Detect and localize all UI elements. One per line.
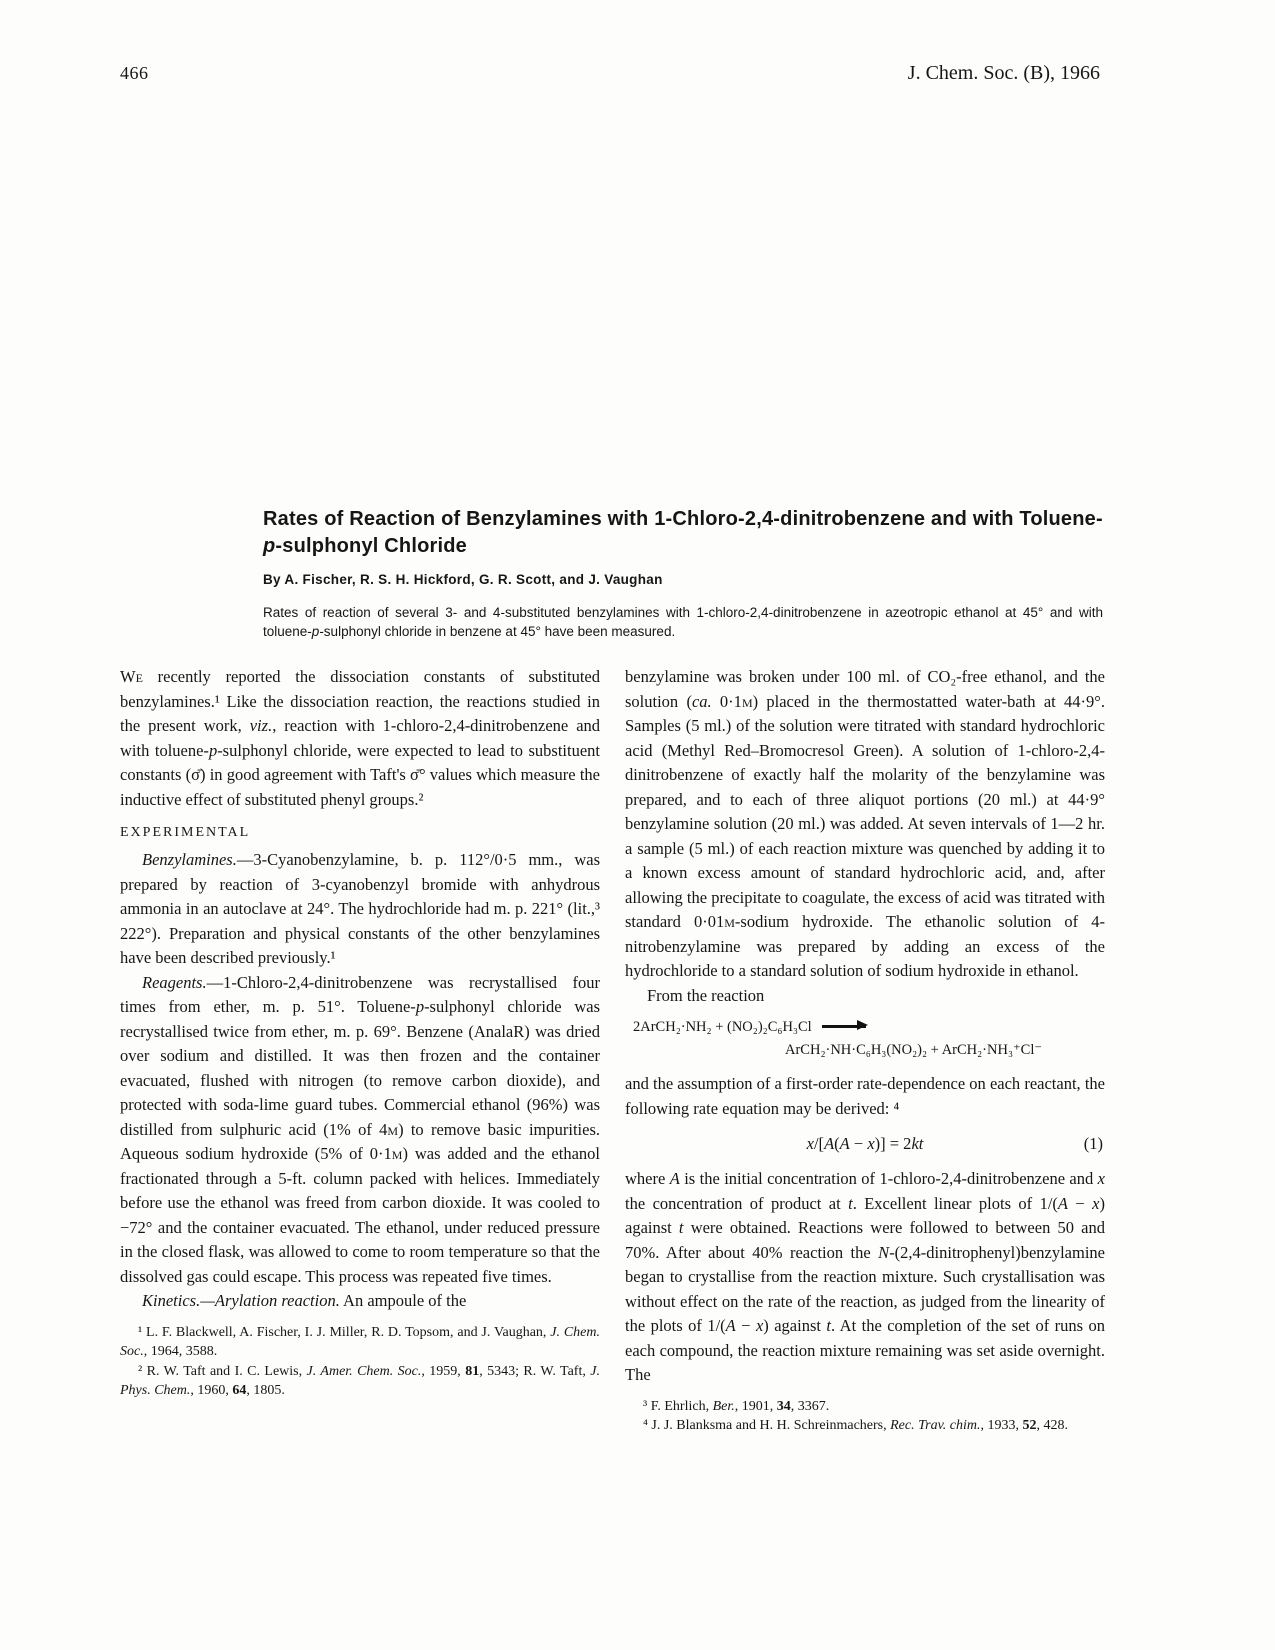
article-body [120,665,1105,1436]
footnote-3: ³ F. Ehrlich, Ber., 1901, 34, 3367. [643,1398,830,1414]
equation-1-number: (1) [1083,1134,1103,1153]
footnote-1: ¹ L. F. Blackwell, A. Fischer, I. J. Miller, R. D. Topsom, and J. Vaughan, J. Chem. Soc., 1964, 3588. [120,1324,600,1359]
footnote-2: ² R. W. Taft and I. C. Lewis, J. Amer. Chem. Soc., 1959, 81, 5343; R. W. Taft, J. Phys. Chem., 1960, 64, 1805. [120,1363,600,1398]
abstract: Rates of reaction of several 3- and 4-substituted benzylamines with 1-chloro-2,4-dinitrobenzene in azeotropic ethanol at 45° and with toluene-p-sulphonyl chloride in benzene at 45° have been measured. [263,605,1103,639]
kinetics-paragraph: Kinetics.—Arylation reaction. An ampoule of the [142,1291,467,1310]
reaction-reactants-text: 2ArCH₂·NH₂ + (NO₂)₂C₆H₃Cl [633,1019,812,1035]
left-footnotes [120,1323,600,1401]
rate-equation [625,1134,1105,1154]
title-block [263,506,1103,641]
article-title: Rates of Reaction of Benzylamines with 1-Chloro-2,4-dinitrobenzene and with Toluene-p-sulphonyl Chloride [263,508,1103,557]
footnote-4: ⁴ J. J. Blanksma and H. H. Schreinmachers, Rec. Trav. chim., 1933, 52, 428. [643,1418,1068,1433]
byline: By A. Fischer, R. S. H. Hickford, G. R. Scott, and J. Vaughan [263,572,663,587]
page-number: 466 [120,63,149,83]
from-reaction-line: From the reaction [647,985,765,1005]
right-column [625,665,1105,1436]
experimental-heading: EXPERIMENTAL [120,825,251,840]
rate-equation-intro: and the assumption of a first-order rate-dependence on each reactant, the following rate equation may be derived: ⁴ [625,1074,1105,1118]
reaction-reactants [625,1016,1105,1039]
benzylamines-paragraph: Benzylamines.—3-Cyanobenzylamine, b. p. 112°/0·5 mm., was prepared by reaction of 3-cyanobenzyl bromide with anhydrous ammonia in an autoclave at 24°. The hydrochloride had m. p. 221° (lit.,³ 222°). Preparation and physical constants of the other benzylamines have been described previously.¹ [120,850,600,967]
page-header [120,62,1100,85]
left-column [120,665,600,1436]
intro-paragraph: We recently reported the dissociation constants of substituted benzylamines.¹ Like the dissociation reaction, the reactions studied in the present work, viz., reaction with 1-chloro-2,4-dinitrobenzene and with toluene-p-sulphonyl chloride, were expected to lead to substituent constants (σ̄) in good agreement with Taft's σ̄° values which measure the inductive effect of substituted phenyl groups.² [120,667,601,809]
reaction-arrow-icon [822,1025,866,1028]
reagents-paragraph: Reagents.—1-Chloro-2,4-dinitrobenzene was recrystallised four times from ether, m. p. 51°. Toluene-p-sulphonyl chloride was recrystallised twice from ether, m. p. 69°. Benzene (AnalaR) was dried over sodium and distilled. It was then frozen and the container evacuated, flushed with nitrogen (to remove carbon dioxide), and protected with soda-lime guard tubes. Commercial ethanol (96%) was distilled from sulphuric acid (1% of 4m) to remove basic impurities. Aqueous sodium hydroxide (5% of 0·1m) was added and the ethanol fractionated through a 5-ft. column packed with helices. Immediately before use the ethanol was freed from carbon dioxide. It was cooled to −72° and the container evacuated. The ethanol, under reduced pressure in the closed flask, was allowed to come to room temperature so that the dissolved gas could escape. This process was repeated five times. [120,972,600,1286]
right-footnotes [625,1397,1105,1436]
journal-reference: J. Chem. Soc. (B), 1966 [907,62,1100,84]
discussion-paragraph: where A is the initial concentration of 1-chloro-2,4-dinitrobenzene and x the concentration of product at t. Excellent linear plots of 1/(A − x) against t were obtained. Reactions were followed to between 50 and 70%. After about 40% reaction the N-(2,4-dinitrophenyl)benzylamine began to crystallise from the reaction mixture. Such crystallisation was without effect on the rate of the reaction, as judged from the linearity of the plots of 1/(A − x) against t. At the completion of the set of runs on each compound, the reaction mixture remaining was set aside overnight. The [625,1169,1105,1384]
equation-1: x/[A(A − x)] = 2kt [806,1134,924,1153]
procedure-paragraph: benzylamine was broken under 100 ml. of CO₂-free ethanol, and the solution (ca. 0·1m) placed in the thermostatted water-bath at 44·9°. Samples (5 ml.) of the solution were titrated with standard hydrochloric acid (Methyl Red–Bromocresol Green). A solution of 1-chloro-2,4-dinitrobenzene of exactly half the molarity of the benzylamine was prepared, and to each of three aliquot portions (20 ml.) at 44·9° benzylamine solution (20 ml.) was added. At seven intervals of 1—2 hr. a sample (5 ml.) of each reaction mixture was quenched by adding it to a known excess amount of standard hydrochloric acid, and, after allowing the precipitate to coagulate, the excess of acid was titrated with standard 0·01m-sodium hydroxide. The ethanolic solution of 4-nitrobenzylamine was prepared by adding an excess of the hydrochloride to a standard solution of sodium hydroxide in ethanol. [625,667,1105,980]
reaction-products: ArCH₂·NH·C₆H₃(NO₂)₂ + ArCH₂·NH₃⁺Cl⁻ [785,1042,1043,1058]
reaction-scheme [625,1016,1105,1062]
